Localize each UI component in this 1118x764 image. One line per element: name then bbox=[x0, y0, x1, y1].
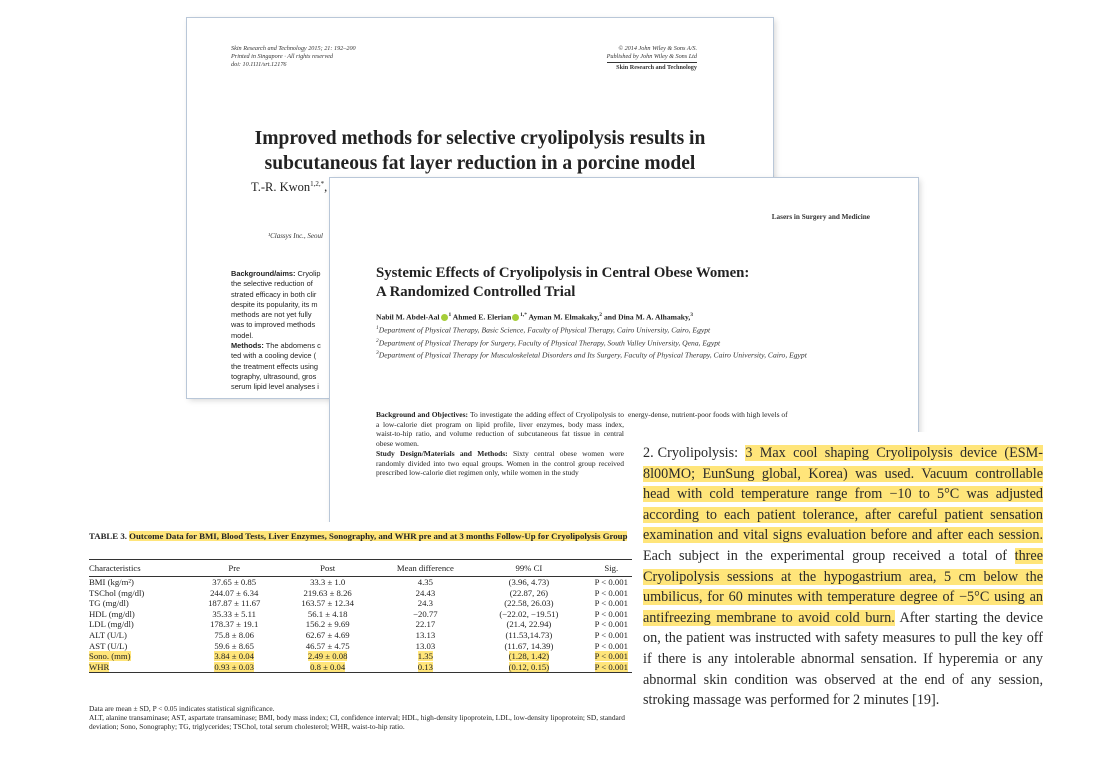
abstract-line: strated efficacy in both clir bbox=[231, 289, 317, 299]
table-cell: P < 0.001 bbox=[594, 619, 628, 630]
paper-2-title: Systemic Effects of Cryolipolysis in Central Obese Women: A Randomized Controlled Trial bbox=[376, 265, 750, 300]
table-cell: 2.49 ± 0.08 bbox=[307, 651, 348, 662]
table-cell: 56.1 ± 4.18 bbox=[307, 608, 348, 619]
paper-1-publisher-meta: © 2014 John Wiley & Sons A/S. Published by John Wiley & Sons Ltd Skin Research and Technology bbox=[606, 45, 697, 71]
table-cell: TSChol (mg/dl) bbox=[89, 587, 145, 598]
table-cell: 1.35 bbox=[417, 651, 433, 662]
table-cell: AST (U/L) bbox=[89, 640, 128, 651]
table-cell: 156.2 ± 9.69 bbox=[305, 619, 350, 630]
table-cell: 13.13 bbox=[415, 629, 436, 640]
table-cell: (22.58, 26.03) bbox=[504, 598, 554, 609]
abstract-line: was to improved methods bbox=[231, 320, 316, 330]
paper-1-abstract bbox=[231, 269, 331, 393]
table-cell: 163.57 ± 12.34 bbox=[301, 598, 354, 609]
table-cell: TG (mg/dl) bbox=[89, 598, 129, 609]
table-row bbox=[89, 609, 641, 620]
paper-2-authors: Nabil M. Abdel-Aal $^1$ Ahmed E. Elerian $^{1,*}$ Ayman M. Elmakaky,$^2$ and Dina M. A. Alhamaky,$^3$ bbox=[376, 312, 693, 322]
abstract-line: Background/aims: Cryolip bbox=[231, 269, 321, 278]
table-cell: Sono. (mm) bbox=[89, 651, 131, 662]
author-name: Ahmed E. Elerian bbox=[452, 312, 512, 322]
table-cell: P < 0.001 bbox=[594, 577, 628, 587]
table-cell: 24.3 bbox=[417, 598, 433, 609]
table-cell: 33.3 ± 1.0 bbox=[310, 577, 346, 587]
table-cell: P < 0.001 bbox=[594, 608, 628, 619]
table-header: 99% CI bbox=[476, 560, 581, 577]
table-cell: P < 0.001 bbox=[594, 640, 628, 651]
author-name: and Dina M. A. Alhamaky, bbox=[603, 312, 691, 322]
abstract-line: serum lipid level analyses i bbox=[231, 382, 319, 392]
table-cell: P < 0.001 bbox=[594, 629, 628, 640]
author-name: Ayman M. Elmakaky, bbox=[528, 312, 600, 322]
table-3-excerpt bbox=[84, 522, 644, 752]
table-cell: 0.93 ± 0.03 bbox=[188, 662, 281, 673]
table-cell: P < 0.001 bbox=[594, 651, 628, 662]
table-header: Sig. bbox=[582, 560, 641, 577]
table-cell: (21.4, 22.94) bbox=[506, 619, 552, 630]
orcid-icon[interactable] bbox=[441, 314, 448, 321]
affiliation: $^1$Department of Physical Therapy, Basic Science, Faculty of Physical Therapy, Cairo University, Cairo, Egypt bbox=[376, 325, 711, 335]
table-cell: (22.87, 26) bbox=[509, 587, 549, 598]
abstract-line: model. bbox=[231, 330, 254, 340]
table-cell: BMI (kg/m²) bbox=[89, 577, 134, 587]
table-cell: 187.87 ± 11.67 bbox=[208, 598, 261, 609]
paper-1-affiliation: ¹Classys Inc., Seoul bbox=[268, 232, 323, 240]
paper-1-authors: T.-R. Kwon$^{1,2,*}$, bbox=[251, 180, 328, 195]
table-row bbox=[89, 598, 641, 609]
paper-2-journal: Lasers in Surgery and Medicine bbox=[771, 213, 870, 221]
table-cell: (11.53,14.73) bbox=[505, 629, 553, 640]
table-cell: ALT (U/L) bbox=[89, 629, 127, 640]
abstract-line: the treatment effects using bbox=[231, 361, 318, 371]
table-cell: 46.57 ± 4.75 bbox=[305, 640, 350, 651]
table-3-title: TABLE 3. Outcome Data for BMI, Blood Tests, Liver Enzymes, Sonography, and WHR pre and at 3 months Follow-Up for Cryolipolysis Group bbox=[89, 531, 628, 541]
paper-2-affiliations bbox=[376, 323, 896, 361]
table-cell: (3.96, 4.73) bbox=[508, 577, 550, 587]
table-cell: 244.07 ± 6.34 bbox=[210, 587, 259, 598]
table-cell: 178.37 ± 19.1 bbox=[210, 619, 259, 630]
table-cell: 35.33 ± 5.11 bbox=[212, 608, 256, 619]
table-cell: 0.13 bbox=[375, 662, 477, 673]
abstract-line: methods are not yet fully bbox=[231, 310, 312, 320]
table-cell: (1.28, 1.42) bbox=[508, 651, 550, 662]
author-name: Nabil M. Abdel-Aal bbox=[376, 312, 440, 322]
table-cell: 24.43 bbox=[415, 587, 436, 598]
cryolipolysis-method-excerpt bbox=[632, 432, 1056, 744]
abstract-line: the selective reduction of bbox=[231, 279, 313, 289]
table-row bbox=[89, 577, 641, 588]
table-row bbox=[89, 588, 641, 599]
table-3-footnote: Data are mean ± SD, P < 0.05 indicates statistical significance. ALT, alanine transaminase; AST, aspartate transaminase; BMI, body mass index; CI, confidence interval; HDL, high-density lipoprotein, LDL, low-density lipoprotein; SD, standard deviation; Sono, Sonography; TG, triglycerides; TSChol, total serum cholesterol; WHR, waist-to-hip ratio. bbox=[89, 704, 625, 732]
table-row bbox=[89, 641, 641, 652]
affiliation: $^3$Department of Physical Therapy for Musculoskeletal Disorders and Its Surgery, Faculty of Physical Therapy, Cairo University, Cairo, Egypt bbox=[376, 350, 807, 360]
table-cell: −20.77 bbox=[413, 608, 438, 619]
table-cell: 37.65 ± 0.85 bbox=[212, 577, 257, 587]
paper-1-journal-meta: Skin Research and Technology 2015; 21: 192–200 Printed in Singapore · All rights reserved doi: 10.1111/srt.12176 bbox=[231, 45, 356, 68]
table-cell: 0.8 ± 0.04 bbox=[281, 662, 375, 673]
paper-2-abstract: Background and Objectives: To investigate the adding effect of Cryolipolysis to a low-calorie diet program on lipid profile, liver enzymes, body mass index, waist-to-hip ratio, and volume reduction of subcutaneous fat tissue in central obese women. Study Design/Materials and Methods: Sixty central obese women were randomly divided into two equal groups. Women in the control group received prescribed low-calorie diet regimen only, while women in the study bbox=[376, 410, 625, 478]
table-cell: 4.35 bbox=[417, 577, 433, 587]
highlight-device: 3 Max cool shaping Cryolipolysis device (ESM-8l00MO; EunSung global, Korea) was used. Vacuum controllable head with cold temperature range from −10 to 5°C was adjusted according to each patient tolerance, after careful patient sensation examination and vital signs evaluation before and after each session. bbox=[643, 445, 1043, 544]
table-cell: 75.8 ± 8.06 bbox=[214, 629, 254, 640]
highlight-sessions: three Cryolipolysis sessions at the hypogastrium area, 5 cm below the umbilicus, for 60 minutes with temperature degree of −5°C using an antifreezing membrane to avoid cold burn. bbox=[643, 547, 1043, 626]
abstract-line: tography, ultrasound, gros bbox=[231, 371, 317, 381]
table-cell: (0.12, 0.15) bbox=[476, 662, 581, 673]
outcome-table bbox=[89, 559, 641, 673]
paper-1-title: Improved methods for selective cryolipolysis results in subcutaneous fat layer reduction in a porcine model bbox=[254, 128, 706, 174]
table-cell: 22.17 bbox=[415, 619, 436, 630]
abstract-line: ted with a cooling device ( bbox=[231, 351, 317, 361]
table-cell: LDL (mg/dl) bbox=[89, 619, 134, 630]
table-cell: 59.6 ± 8.65 bbox=[214, 640, 254, 651]
table-cell: WHR bbox=[89, 662, 188, 673]
table-cell: 219.63 ± 8.26 bbox=[303, 587, 352, 598]
table-cell: P < 0.001 bbox=[594, 598, 628, 609]
paper-2-column-2: energy-dense, nutrient-poor foods with high levels of bbox=[628, 410, 788, 419]
table-cell: (11.67, 14.39) bbox=[504, 640, 554, 651]
table-row bbox=[89, 619, 641, 630]
abstract-line: Methods: The abdomens c bbox=[231, 341, 321, 351]
table-cell: P < 0.001 bbox=[582, 662, 641, 673]
table-cell: (−22.02, −19.51) bbox=[499, 608, 559, 619]
table-cell: 13.03 bbox=[415, 640, 436, 651]
orcid-icon[interactable] bbox=[512, 314, 519, 321]
table-cell: 62.67 ± 4.69 bbox=[305, 629, 350, 640]
table-header: Mean difference bbox=[375, 560, 477, 577]
table-row bbox=[89, 662, 641, 673]
table-header: Pre bbox=[188, 560, 281, 577]
abstract-line: despite its popularity, its m bbox=[231, 299, 318, 309]
table-row bbox=[89, 651, 641, 662]
table-cell: HDL (mg/dl) bbox=[89, 608, 135, 619]
cryolipolysis-paragraph: 2. Cryolipolysis: 3 Max cool shaping Cryolipolysis device (ESM-8l00MO; EunSung global, Korea) was used. Vacuum controllable head with cold temperature range from −10 to 5°C was adjusted according to each patient tolerance, after careful patient sensation examination and vital signs evaluation before and after each session. Each subject in the experimental group received a total of three Cryolipolysis sessions at the hypogastrium area, 5 cm below the umbilicus, for 60 minutes with temperature degree of −5°C using an antifreezing membrane to avoid cold burn. After starting the device on, the patient was instructed with safety measures to pull the key off if there is any intolerable abnormal sensation. If hyperemia or any abnormal skin condition was observed at the end of any session, stroking massage was performed for 2 minutes [19]. bbox=[643, 445, 1043, 709]
table-header: Post bbox=[281, 560, 375, 577]
table-cell: P < 0.001 bbox=[594, 587, 628, 598]
table-cell: 3.84 ± 0.04 bbox=[214, 651, 254, 662]
affiliation: $^2$Department of Physical Therapy for Surgery, Faculty of Physical Therapy, South Valley University, Qena, Egypt bbox=[376, 337, 721, 348]
table-row bbox=[89, 630, 641, 641]
table-header: Characteristics bbox=[89, 560, 188, 577]
